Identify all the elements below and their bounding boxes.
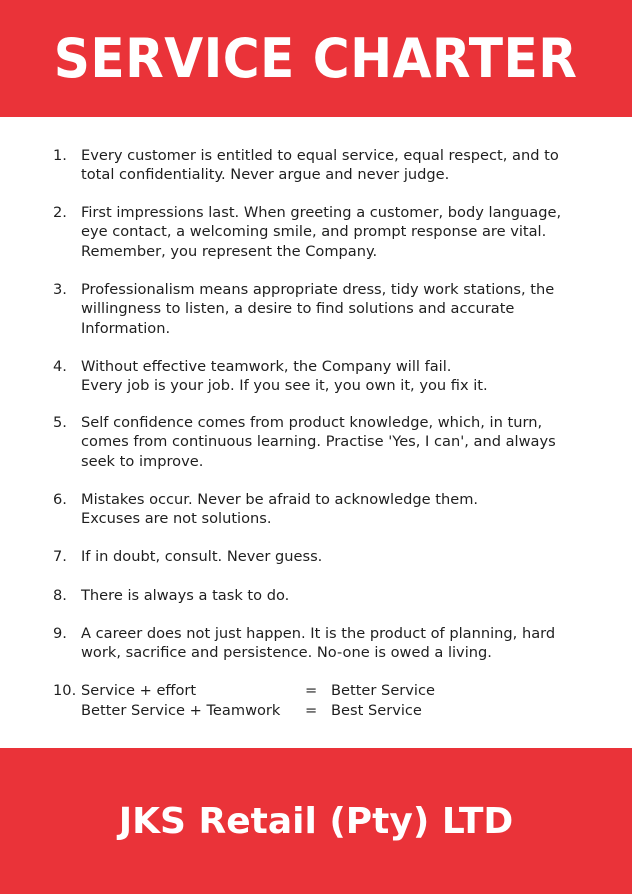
equation-row (53, 681, 613, 700)
item-number: 1. (53, 147, 67, 164)
item-text: If in doubt, consult. Never guess. (81, 548, 323, 565)
item-text: Self confidence comes from product knowledge, which, in turn, comes from continuous learning. Practise 'Yes, I can', and always seek to improve. (81, 414, 556, 470)
item-number: 5. (53, 414, 67, 431)
item-text: Every customer is entitled to equal service, equal respect, and to total confidentiality. Never argue and never judge. (81, 147, 559, 184)
footer-banner (0, 748, 632, 894)
item-number: 10. (53, 682, 77, 699)
charter-item-10 (53, 681, 613, 721)
equation-left: Service + effort (81, 682, 197, 699)
equation-result: Best Service (331, 702, 422, 719)
equation-row (53, 701, 613, 720)
company-name: JKS Retail (Pty) LTD (118, 800, 514, 842)
item-text: A career does not just happen. It is the product of planning, hard work, sacrifice and persistence. No-one is owed a living. (81, 625, 556, 662)
item-number: 4. (53, 358, 67, 375)
item-number: 2. (53, 204, 67, 221)
item-number: 8. (53, 587, 67, 604)
page-title: SERVICE CHARTER (54, 27, 578, 90)
charter-list (0, 117, 632, 748)
equals-sign: = (305, 682, 318, 699)
item-text: Without effective teamwork, the Company will fail. Every job is your job. If you see it, you own it, you fix it. (81, 358, 488, 395)
equals-sign: = (305, 702, 318, 719)
item-text: Professionalism means appropriate dress, tidy work stations, the willingness to listen, a desire to find solutions and accurate Information. (81, 281, 555, 337)
item-text: First impressions last. When greeting a customer, body language, eye contact, a welcoming smile, and prompt response are vital. Remember, you represent the Company. (81, 204, 562, 260)
item-number: 9. (53, 625, 67, 642)
item-text: Mistakes occur. Never be afraid to acknowledge them. Excuses are not solutions. (81, 491, 479, 528)
item-number: 3. (53, 281, 67, 298)
equation-result: Better Service (331, 682, 435, 699)
item-number: 7. (53, 548, 67, 565)
item-number: 6. (53, 491, 67, 508)
header-banner (0, 0, 632, 117)
equation-left: Better Service + Teamwork (81, 702, 281, 719)
item-text: There is always a task to do. (81, 587, 290, 604)
